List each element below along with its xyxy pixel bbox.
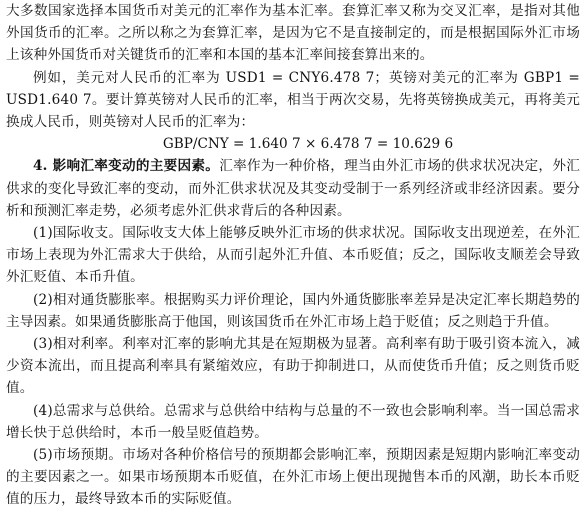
paragraph-relative-inflation: (2)相对通货膨胀率。根据购买力评价理论，国内外通货膨胀率差异是决定汇率长期趋势的主导因素。如果通货膨胀高于他国，则该国货币在外汇市场上趋于贬值；反之则趋于升值。 (6, 291, 580, 330)
paragraph-factors-intro (6, 155, 580, 222)
section-title-factors: 4. 影响汇率变动的主要因素。 (33, 158, 220, 175)
paragraph-balance-of-payments: (1)国际收支。国际收支大体上能够反映外汇市场的供求状况。国际收支出现逆差，在外汇市场上表现为外汇需求大于供给，从而引起外汇升值、本币贬值；反之，国际收支顺差会导致外汇贬值、本币升值。 (6, 225, 580, 286)
document-page (6, 0, 580, 511)
cross-rate-formula: GBP/CNY = 1.640 7 × 6.478 7 = 10.629 6 (162, 136, 454, 153)
paragraph-market-expectations: (5)市场预期。市场对各种价格信号的预期都会影响汇率，预期因素是短期内影响汇率变动的主要因素之一。如果市场预期本币贬值，在外汇市场上便出现抛售本币的风潮，助长本币贬值的压力，最终导致本币的实际贬值。 (6, 447, 580, 508)
paragraph-cross-rate-definition: 大多数国家选择本国货币对美元的汇率作为基本汇率。套算汇率又称为交叉汇率，是指对其他外国货币的汇率。之所以称之为套算汇率，是因为它不是直接制定的，而是根据国际外汇市场上该种外国货币对关键货币的汇率和本国的基本汇率间接套算出来的。 (6, 3, 580, 64)
paragraph-cross-rate-example: 例如，美元对人民币的汇率为 USD1 = CNY6.478 7；英镑对美元的汇率为 GBP1 = USD1.640 7。要计算英镑对人民币的汇率，相当于两次交易，先将英镑换成美元，再将美元换成人民币，则英镑对人民币的汇率为： (6, 69, 580, 131)
factors-intro-text: 汇率作为一种价格，理当由外汇市场的供求状况决定，外汇供求的变化导致汇率的变动，而外汇供求状况及其变动受制于一系列经济或非经济因素。要分析和预测汇率走势，必须考虑外汇供求背后的各种因素。 (6, 158, 580, 219)
paragraph-aggregate-demand-supply: (4)总需求与总供给。总需求与总供给中结构与总量的不一致也会影响利率。当一国总需求增长快于总供给时，本币一般呈贬值趋势。 (6, 402, 580, 441)
paragraph-relative-interest-rate: (3)相对利率。利率对汇率的影响尤其是在短期极为显著。高利率有助于吸引资本流入，减少资本流出，而且提高利率具有紧缩效应，有助于抑制进口，从而使货币升值；反之则货币贬值。 (6, 336, 580, 397)
